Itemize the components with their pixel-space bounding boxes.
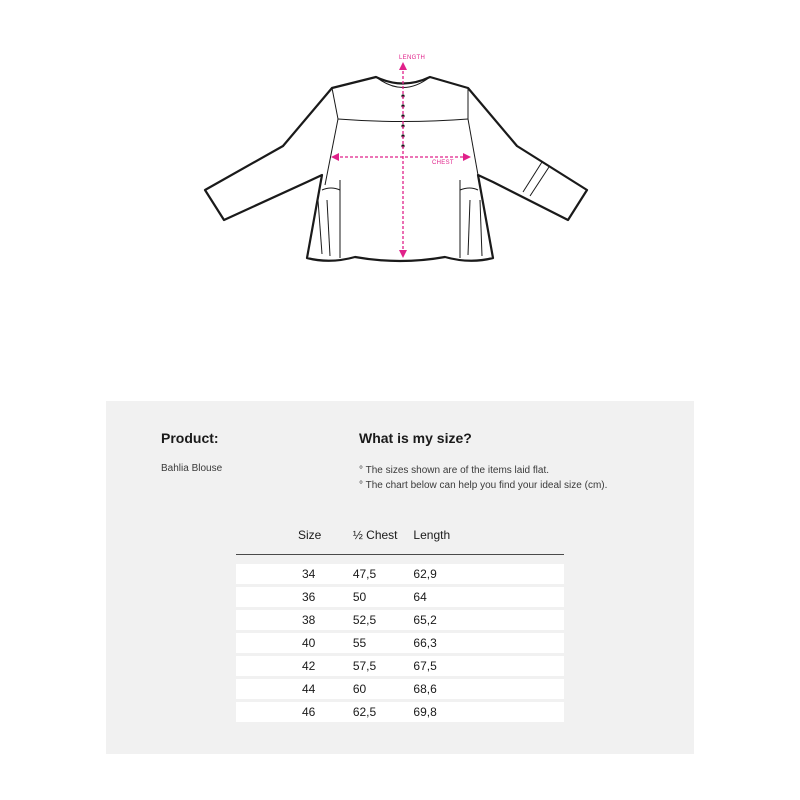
table-row [236, 633, 564, 656]
chest-arrow-left [331, 153, 339, 161]
blouse-outline [205, 77, 587, 261]
cell-size: 40 [236, 633, 353, 656]
cell-length: 69,8 [413, 702, 482, 725]
blouse-seams [318, 77, 549, 258]
header-half-chest: ½ Chest [353, 528, 414, 555]
header-length: Length [413, 528, 482, 555]
table-header-row [236, 528, 564, 555]
size-chart-table [236, 528, 564, 725]
cell-half-chest: 52,5 [353, 610, 414, 633]
cell-length: 62,9 [413, 564, 482, 587]
table-row [236, 587, 564, 610]
size-guide-panel [106, 401, 694, 754]
header-spacer [483, 528, 564, 555]
cell-length: 68,6 [413, 679, 482, 702]
size-heading: What is my size? [359, 430, 472, 446]
cell-size: 42 [236, 656, 353, 679]
size-note-flat: ° The sizes shown are of the items laid flat. [359, 465, 550, 476]
cell-size: 44 [236, 679, 353, 702]
measurement-lines [335, 66, 467, 252]
cell-half-chest: 50 [353, 587, 414, 610]
length-arrow-top [399, 62, 407, 70]
product-heading: Product: [161, 430, 219, 446]
cell-size: 38 [236, 610, 353, 633]
table-row [236, 610, 564, 633]
cell-half-chest: 57,5 [353, 656, 414, 679]
chest-measurement-label: CHEST [432, 160, 454, 166]
length-arrow-bottom [399, 250, 407, 258]
table-row [236, 702, 564, 725]
cell-half-chest: 62,5 [353, 702, 414, 725]
table-row [236, 656, 564, 679]
cell-size: 36 [236, 587, 353, 610]
blouse-technical-drawing [0, 0, 800, 300]
cell-size: 34 [236, 564, 353, 587]
size-notes [359, 463, 607, 493]
header-size: Size [236, 528, 353, 555]
cell-size: 46 [236, 702, 353, 725]
cell-half-chest: 47,5 [353, 564, 414, 587]
cell-length: 65,2 [413, 610, 482, 633]
size-note-chart: ° The chart below can help you find your ideal size (cm). [359, 480, 608, 491]
cell-length: 64 [413, 587, 482, 610]
table-row [236, 679, 564, 702]
length-measurement-label: LENGTH [399, 55, 426, 61]
garment-illustration [0, 0, 800, 300]
cell-half-chest: 55 [353, 633, 414, 656]
table-row [236, 564, 564, 587]
chest-arrow-right [463, 153, 471, 161]
product-name: Bahlia Blouse [161, 463, 223, 474]
cell-length: 67,5 [413, 656, 482, 679]
cell-length: 66,3 [413, 633, 482, 656]
cell-half-chest: 60 [353, 679, 414, 702]
